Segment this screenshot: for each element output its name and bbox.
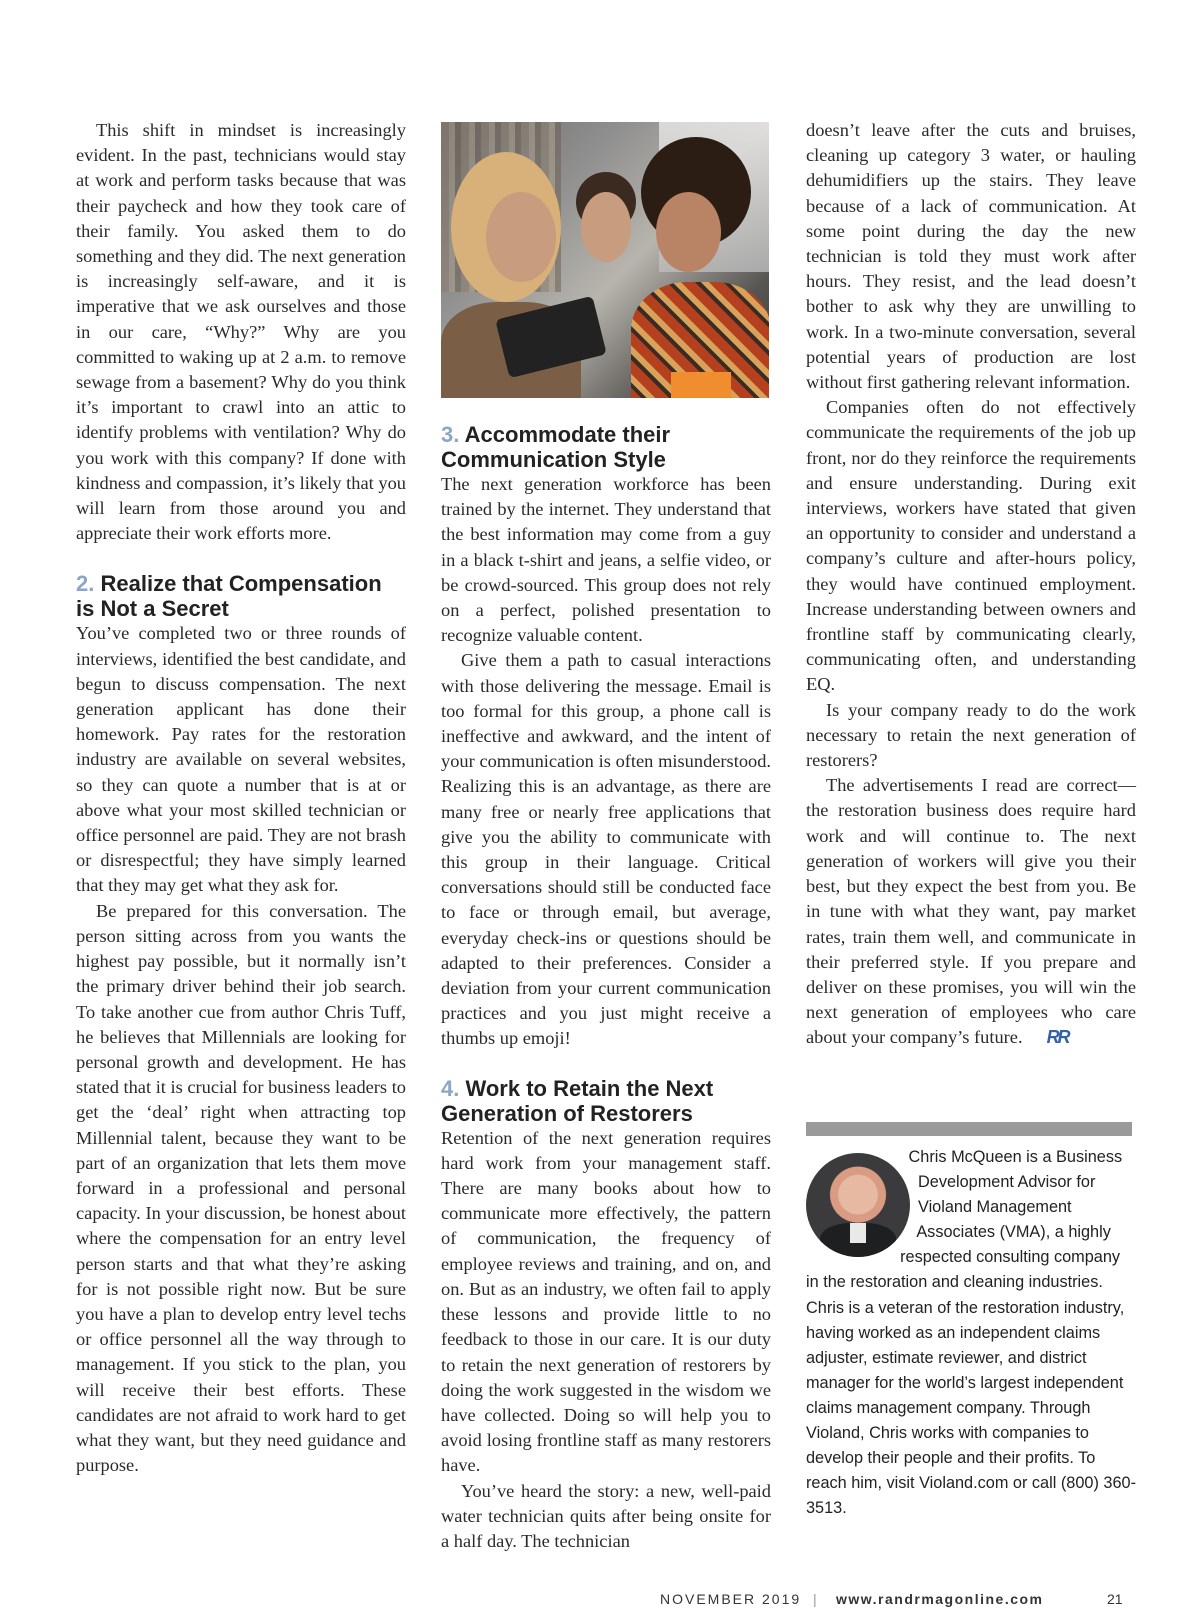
- footer-separator: |: [813, 1591, 817, 1607]
- body-paragraph: The next generation workforce has been trained by the internet. They understand that the best information may come from a guy in a black t-shirt and jeans, a selfie video, or be crowd-sourced. This group does not rely on a perfect, polished presentation to recognize valuable content.: [441, 474, 771, 646]
- body-paragraph: This shift in mindset is increasingly evident. In the past, technicians would stay at work and perform tasks because that was their paycheck and how they took care of their family. You asked them to do something and they did. The next generation is increasingly self-aware, and it is imperative that we ask ourselves and those in our care, “Why?” Why are you committed to waking up at 2 a.m. to remove sewage from a basement? Why do you think it’s important to crawl into an attic to identify problems with ventilation? Why do you work with this company? If done with kindness and compassion, it’s likely that you will learn from those around you and appreciate their work efforts more.: [76, 120, 406, 544]
- body-paragraph: Is your company ready to do the work necessary to retain the next generation of restorers?: [806, 699, 1136, 771]
- page-number: 21: [1107, 1591, 1123, 1607]
- article-column-3: [806, 118, 1136, 1051]
- article-column-2: [441, 118, 771, 1554]
- article-photo: [441, 122, 769, 398]
- body-paragraph: Be prepared for this conversation. The person sitting across from you wants the highest pay possible, but it normally isn’t the primary driver behind their job search. To take another cue from author Chris Tuff, he believes that Millennials are looking for personal growth and development. He has stated that it is crucial for business leaders to get the ‘deal’ right when attracting top Millennial talent, because they want to be part of an organization that lets them move forward in a professional and personal capacity. In your discussion, be honest about where the compensation for an entry level person starts and that what they’re asking for is not possible right now. But be sure you have a plan to develop entry level techs or office personnel all the way through to management. If you stick to the plan, you will receive their best efforts. These candidates are not afraid to work hard to get what they want, but they need guidance and purpose.: [76, 900, 406, 1476]
- section-number: 4.: [441, 1075, 460, 1101]
- rr-end-mark-logo: RR: [1046, 1027, 1069, 1048]
- issue-date: NOVEMBER 2019: [660, 1591, 802, 1607]
- section-4-heading: [441, 1076, 771, 1126]
- body-paragraph: The advertisements I read are correct—the restoration business does require hard work and will continue to. The next generation of workers will give you their best, but they expect the best from you. Be in tune with what they want, pay market rates, train them well, and communicate in their preferred style. If you prepare and deliver on these promises, you will win the next generation of employees who care about your company’s future.: [806, 775, 1136, 1048]
- section-3-heading: [441, 422, 771, 472]
- body-paragraph: Companies often do not effectively communicate the requirements of the job up front, nor do they reinforce the requirements and ensure understanding. During exit interviews, workers have stated that given an opportunity to consider and understand a company’s culture and after-hours policy, they would have continued employment. Increase understanding between owners and frontline staff by communicating clearly, communicating often, and understanding EQ.: [806, 397, 1136, 695]
- person-face-graphic: [581, 192, 631, 262]
- body-paragraph: Give them a path to casual interactions with those delivering the message. Email is too formal for this group, a phone call is ineffective and awkward, and the intent of your communication is often misunderstood. Realizing this is an advantage, as there are many free or nearly free applications that give you the ability to communicate with this group in their language. Critical conversations should still be conducted face to face or through email, but average, everyday check-ins or questions should be adapted to their preferences. Consider a deviation from your current communication practices and you just might receive a thumbs up emoji!: [441, 650, 771, 1049]
- bio-divider-rule: [806, 1122, 1132, 1136]
- section-title: Work to Retain the Next Generation of Restorers: [441, 1075, 714, 1126]
- sticky-note-graphic: [671, 372, 731, 398]
- author-photo: [806, 1153, 910, 1257]
- author-bio: [806, 1145, 1136, 1521]
- person-face-graphic: [486, 192, 556, 282]
- section-2-heading: [76, 571, 406, 621]
- section-number: 2.: [76, 571, 95, 597]
- section-title: Realize that Compensation is Not a Secret: [76, 571, 382, 622]
- body-paragraph: Retention of the next generation requires hard work from your management staff. There are many books about how to communicate more effectively, the pattern of communication, the frequency of employee reviews and training, and on, and on. But as an industry, we often fail to apply these lessons and provide little to no feedback to those in our care. It is our duty to retain the next generation of restorers by doing the work suggested in the wisdom we have collected. Doing so will help you to avoid losing frontline staff as many restorers have.: [441, 1127, 771, 1476]
- body-paragraph: doesn’t leave after the cuts and bruises, cleaning up category 3 water, or hauling dehumidifiers up the stairs. They leave because of a lack of communication. At some point during the day the new technician is told they must work after hours. They resist, and the lead doesn’t bother to ask why they are unwilling to work. In a two-minute conversation, several potential years of production are lost without first gathering relevant information.: [806, 120, 1136, 393]
- page-footer: [0, 1591, 1200, 1615]
- author-bio-text: Chris McQueen is a Business Development Advisor for Violand Management Associates (VMA), a highly respected consulting company in the restoration and cleaning industries. Chris is a veteran of the restoration industry, having worked as an independent claims adjuster, estimate reviewer, and district manager for the world’s largest independent claims management company. Through Violand, Chris works with companies to develop their people and their profits. To reach him, visit Violand.com or call (800) 360-3513.: [806, 1148, 1136, 1518]
- body-paragraph: You’ve heard the story: a new, well-paid water technician quits after being onsite for a half day. The technician: [441, 1480, 771, 1551]
- body-paragraph: You’ve completed two or three rounds of interviews, identified the best candidate, and begun to discuss compensation. The next generation applicant has done their homework. Pay rates for the restoration industry are available on several websites, so they can quote a number that is at or above what your most skilled technician or office personnel are paid. They are not brash or disrespectful; they have simply learned that they may get what they ask for.: [76, 623, 406, 896]
- article-column-1: [76, 118, 406, 1478]
- person-face-graphic: [656, 192, 721, 272]
- section-number: 3.: [441, 422, 460, 447]
- closing-paragraph-wrapper: [806, 773, 1136, 1050]
- website-link[interactable]: www.randrmagonline.com: [836, 1591, 1044, 1607]
- author-collar-graphic: [850, 1223, 866, 1243]
- section-title: Accommodate their Communication Style: [441, 422, 671, 472]
